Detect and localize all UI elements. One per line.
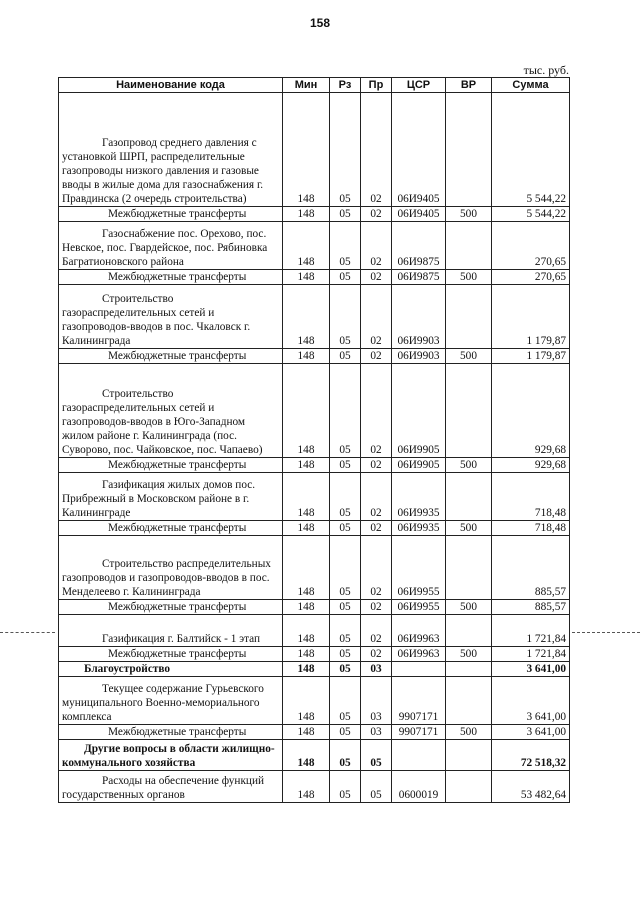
cell-vr [446,771,492,803]
cell-pr: 02 [361,207,392,222]
col-header-pr: Пр [361,78,392,93]
cell-min: 148 [283,615,330,647]
table-row [59,473,570,521]
cell-sum: 3 641,00 [492,662,570,677]
cell-name [59,740,283,771]
col-header-sum: Сумма [492,78,570,93]
cell-name [59,473,283,521]
cell-pr: 02 [361,93,392,207]
cell-rz: 05 [330,349,361,364]
table-row [59,771,570,803]
cell-sum: 3 641,00 [492,725,570,740]
transfer-row [59,270,570,285]
cell-name [59,458,283,473]
cell-name-text: Строительство газораспределительных сетей и газопроводов-вводов в Юго-Западном жилом районе г. Калининграда (пос. Суворово, пос. Чайковское, пос. Чапаево) [62,388,263,456]
cell-min: 148 [283,677,330,725]
cell-csr: 06И9875 [392,222,446,270]
cell-csr: 06И9955 [392,600,446,615]
cell-vr: 500 [446,349,492,364]
cell-name [59,207,283,222]
units-label: тыс. руб. [523,63,569,77]
cell-name [59,349,283,364]
cell-rz: 05 [330,207,361,222]
cell-pr: 05 [361,771,392,803]
cell-vr [446,740,492,771]
transfer-row [59,207,570,222]
cell-min: 148 [283,771,330,803]
cell-csr: 0600019 [392,771,446,803]
cell-pr: 02 [361,222,392,270]
col-header-vr: ВР [446,78,492,93]
cell-sum: 1 721,84 [492,647,570,662]
cell-name-text: Другие вопросы в области жилищно-коммунального хозяйства [62,743,275,769]
table-row [59,677,570,725]
cell-pr: 02 [361,270,392,285]
table-row [59,285,570,349]
cell-name-text: Строительство распределительных газопроводов и газопроводов-вводов в пос. Менделеево г. Калининграда [62,558,271,598]
cell-min: 148 [283,93,330,207]
cell-pr: 02 [361,536,392,600]
cell-rz: 05 [330,364,361,458]
table-row [59,536,570,600]
cell-name-text: Межбюджетные трансферты [108,350,247,362]
cell-rz: 05 [330,285,361,349]
cell-sum: 270,65 [492,222,570,270]
cell-csr: 06И9963 [392,615,446,647]
cell-csr: 06И9875 [392,270,446,285]
cell-name-text: Благоустройство [84,663,171,675]
cell-csr: 06И9955 [392,536,446,600]
cell-min: 148 [283,364,330,458]
cell-min: 148 [283,207,330,222]
cell-csr: 06И9405 [392,93,446,207]
cell-name-text: Газификация г. Балтийск - 1 этап [102,633,261,645]
cell-name-text: Межбюджетные трансферты [108,271,247,283]
cell-min: 148 [283,536,330,600]
transfer-row [59,521,570,536]
cell-min: 148 [283,222,330,270]
cell-sum: 1 179,87 [492,349,570,364]
cell-vr [446,677,492,725]
cell-name-text: Межбюджетные трансферты [108,522,247,534]
cell-rz: 05 [330,458,361,473]
cell-name [59,725,283,740]
cell-csr: 9907171 [392,677,446,725]
cell-name-text: Строительство газораспределительных сетей и газопроводов-вводов в пос. Чкаловск г. Калининграда [62,293,251,347]
cell-rz: 05 [330,222,361,270]
cell-name [59,600,283,615]
page-number: 158 [309,16,331,30]
cell-min: 148 [283,285,330,349]
cell-vr [446,473,492,521]
cell-min: 148 [283,349,330,364]
cell-vr: 500 [446,647,492,662]
cell-rz: 05 [330,725,361,740]
cell-pr: 02 [361,285,392,349]
section-row [59,662,570,677]
cell-min: 148 [283,270,330,285]
cell-rz: 05 [330,740,361,771]
cell-pr: 02 [361,473,392,521]
cell-name [59,677,283,725]
cell-name [59,222,283,270]
cell-min: 148 [283,662,330,677]
cell-min: 148 [283,600,330,615]
cell-vr: 500 [446,207,492,222]
cell-rz: 05 [330,473,361,521]
cell-pr: 02 [361,349,392,364]
cell-min: 148 [283,647,330,662]
cell-csr [392,740,446,771]
cell-sum: 1 721,84 [492,615,570,647]
cell-vr: 500 [446,521,492,536]
section-row [59,740,570,771]
cell-rz: 05 [330,93,361,207]
cell-name-text: Межбюджетные трансферты [108,208,247,220]
table-row [59,615,570,647]
cell-name-text: Текущее содержание Гурьевского муниципального Военно-мемориального комплекса [62,683,264,723]
cell-csr: 06И9905 [392,458,446,473]
cell-vr: 500 [446,600,492,615]
cell-name-text: Межбюджетные трансферты [108,648,247,660]
cell-pr: 02 [361,615,392,647]
cell-rz: 05 [330,270,361,285]
cell-name [59,364,283,458]
cell-rz: 05 [330,662,361,677]
cell-csr: 06И9963 [392,647,446,662]
cell-rz: 05 [330,647,361,662]
transfer-row [59,600,570,615]
transfer-row [59,725,570,740]
cell-name [59,270,283,285]
cell-name [59,285,283,349]
cell-pr: 02 [361,600,392,615]
cell-sum: 270,65 [492,270,570,285]
cell-name-text: Газоснабжение пос. Орехово, пос. Невское, пос. Гвардейское, пос. Рябиновка Багратионовского района [62,228,268,268]
table-header [59,78,570,93]
col-header-name: Наименование кода [59,78,283,93]
cell-sum: 53 482,64 [492,771,570,803]
transfer-row [59,647,570,662]
transfer-row [59,349,570,364]
cell-pr: 03 [361,725,392,740]
cell-name [59,662,283,677]
cell-rz: 05 [330,521,361,536]
cell-sum: 1 179,87 [492,285,570,349]
cell-sum: 5 544,22 [492,93,570,207]
cell-csr: 06И9903 [392,349,446,364]
cell-min: 148 [283,473,330,521]
cell-name [59,521,283,536]
col-header-csr: ЦСР [392,78,446,93]
cell-name [59,615,283,647]
cell-sum: 929,68 [492,458,570,473]
col-header-min: Мин [283,78,330,93]
cell-pr: 02 [361,364,392,458]
cell-min: 148 [283,521,330,536]
table-row [59,222,570,270]
cell-csr: 06И9905 [392,364,446,458]
cell-name-text: Газификация жилых домов пос. Прибрежный в Московском районе в г. Калининграде [62,479,256,519]
table-body [59,93,570,803]
cell-vr: 500 [446,458,492,473]
cell-name [59,647,283,662]
cell-pr: 05 [361,740,392,771]
cell-pr: 03 [361,677,392,725]
cell-sum: 72 518,32 [492,740,570,771]
table-row [59,364,570,458]
cell-csr: 06И9935 [392,473,446,521]
cell-sum: 885,57 [492,600,570,615]
cell-name-text: Расходы на обеспечение функций государственных органов [62,775,265,801]
cell-vr [446,536,492,600]
cell-name [59,93,283,207]
cell-vr [446,662,492,677]
cell-csr: 06И9405 [392,207,446,222]
cell-csr: 9907171 [392,725,446,740]
cell-pr: 02 [361,521,392,536]
cell-vr [446,364,492,458]
cell-pr: 02 [361,647,392,662]
col-header-rz: Рз [330,78,361,93]
table-row [59,93,570,207]
cell-min: 148 [283,458,330,473]
cell-sum: 929,68 [492,364,570,458]
cell-pr: 02 [361,458,392,473]
fold-line-right [572,632,640,633]
cell-vr: 500 [446,725,492,740]
cell-vr [446,93,492,207]
cell-name [59,536,283,600]
cell-sum: 5 544,22 [492,207,570,222]
budget-table [58,77,570,803]
cell-min: 148 [283,725,330,740]
cell-sum: 718,48 [492,473,570,521]
cell-rz: 05 [330,600,361,615]
cell-rz: 05 [330,615,361,647]
cell-csr [392,662,446,677]
cell-name-text: Межбюджетные трансферты [108,601,247,613]
cell-pr: 03 [361,662,392,677]
cell-vr [446,615,492,647]
cell-rz: 05 [330,677,361,725]
cell-rz: 05 [330,771,361,803]
cell-min: 148 [283,740,330,771]
cell-name-text: Межбюджетные трансферты [108,459,247,471]
cell-name-text: Газопровод среднего давления с установкой ШРП, распределительные газопроводы низкого давления и газовые вводы в жилые дома для газоснабжения г. Правдинска (2 очередь строительства) [62,137,264,205]
cell-csr: 06И9903 [392,285,446,349]
cell-sum: 885,57 [492,536,570,600]
transfer-row [59,458,570,473]
cell-sum: 3 641,00 [492,677,570,725]
cell-name-text: Межбюджетные трансферты [108,726,247,738]
cell-name [59,771,283,803]
cell-vr: 500 [446,270,492,285]
cell-vr [446,222,492,270]
cell-vr [446,285,492,349]
cell-sum: 718,48 [492,521,570,536]
fold-line-left [0,632,55,633]
cell-csr: 06И9935 [392,521,446,536]
cell-rz: 05 [330,536,361,600]
